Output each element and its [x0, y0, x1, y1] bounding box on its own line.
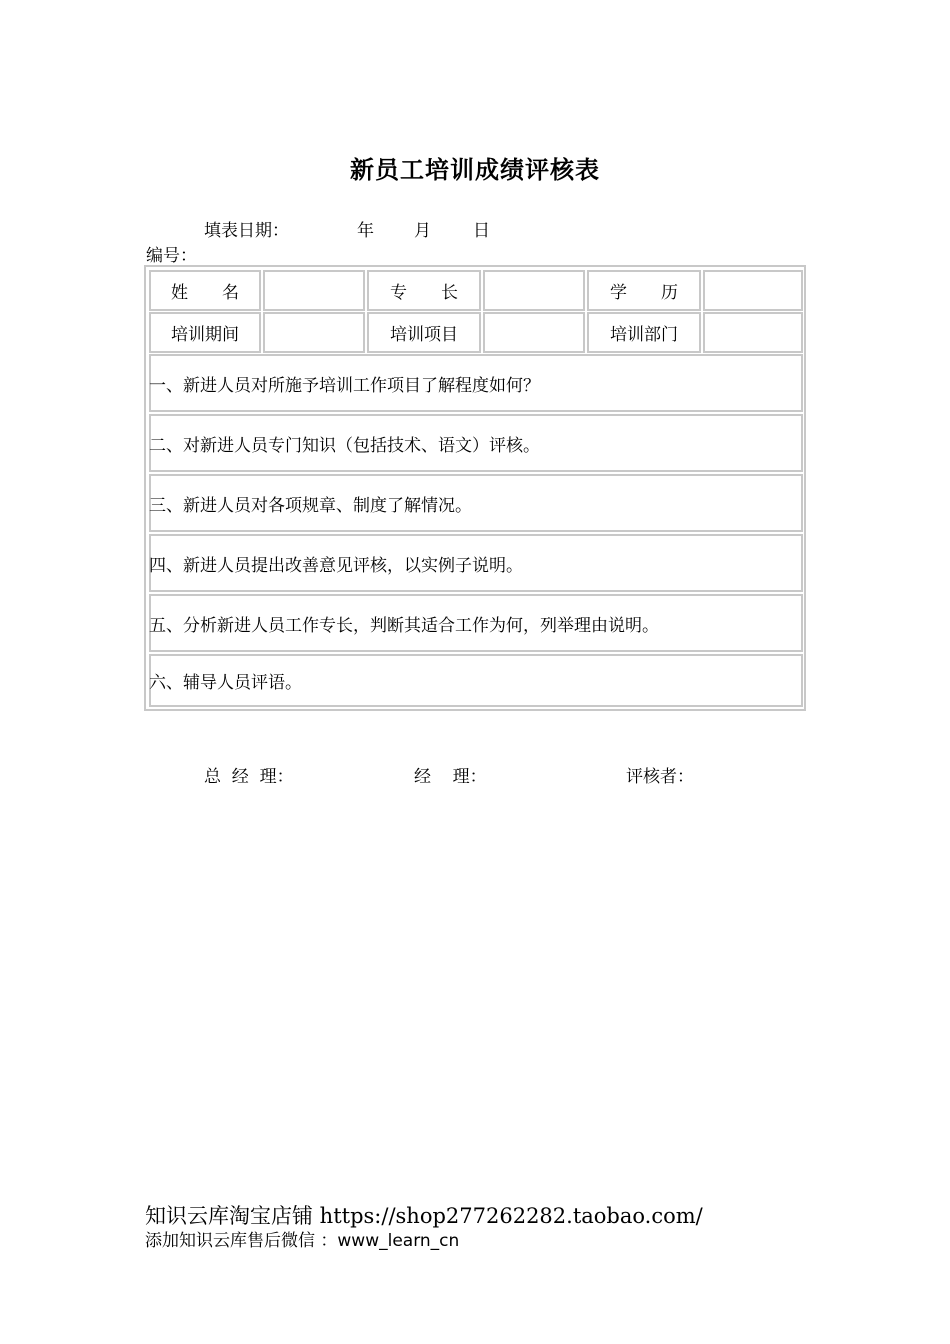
name-label-cell [149, 270, 261, 311]
day-label: 日 [473, 221, 490, 241]
education-label: 学 历 [610, 283, 678, 303]
footer-shop-link[interactable]: 知识云库淘宝店铺 https://shop277262282.taobao.com/ [145, 1204, 703, 1228]
year-label: 年 [357, 221, 374, 241]
project-input-cell[interactable] [483, 312, 585, 353]
question-row[interactable] [149, 474, 803, 532]
question-row[interactable] [149, 594, 803, 652]
date-row [0, 216, 950, 240]
question-text: 六、辅导人员评语。 [149, 673, 302, 693]
evaluation-table [144, 265, 806, 711]
name-input-cell[interactable] [263, 270, 365, 311]
date-label: 填表日期： [204, 221, 289, 241]
document-title: 新员工培训成绩评核表 [350, 155, 600, 184]
manager-label: 经 理： [414, 767, 487, 787]
specialty-input-cell[interactable] [483, 270, 585, 311]
specialty-label-cell [367, 270, 481, 311]
project-label: 培训项目 [390, 325, 458, 345]
department-label-cell [587, 312, 701, 353]
question-row[interactable] [149, 534, 803, 592]
question-row[interactable] [149, 354, 803, 412]
department-input-cell[interactable] [703, 312, 803, 353]
question-text: 五、分析新进人员工作专长，判断其适合工作为何，列举理由说明。 [149, 615, 659, 636]
question-text: 一、新进人员对所施予培训工作项目了解程度如何？ [149, 375, 540, 396]
project-label-cell [367, 312, 481, 353]
footer-wechat-note: 添加知识云库售后微信 ：www_learn_cn [145, 1231, 460, 1251]
education-label-cell [587, 270, 701, 311]
education-input-cell[interactable] [703, 270, 803, 311]
name-label: 姓 名 [171, 283, 239, 303]
question-text: 三、新进人员对各项规章、制度了解情况。 [149, 495, 472, 516]
question-row[interactable] [149, 654, 803, 707]
period-label-cell [149, 312, 261, 353]
question-row[interactable] [149, 414, 803, 472]
month-label: 月 [414, 221, 431, 241]
question-text: 四、新进人员提出改善意见评核，以实例子说明。 [149, 555, 523, 576]
period-input-cell[interactable] [263, 312, 365, 353]
specialty-label: 专 长 [390, 283, 458, 303]
department-label: 培训部门 [610, 325, 678, 345]
question-text: 二、对新进人员专门知识（包括技术、语文）评核。 [149, 435, 540, 456]
serial-number-label: 编号： [146, 246, 197, 266]
period-label: 培训期间 [171, 325, 239, 345]
reviewer-label: 评核者： [626, 767, 694, 787]
general-manager-label: 总 经 理： [204, 767, 294, 787]
